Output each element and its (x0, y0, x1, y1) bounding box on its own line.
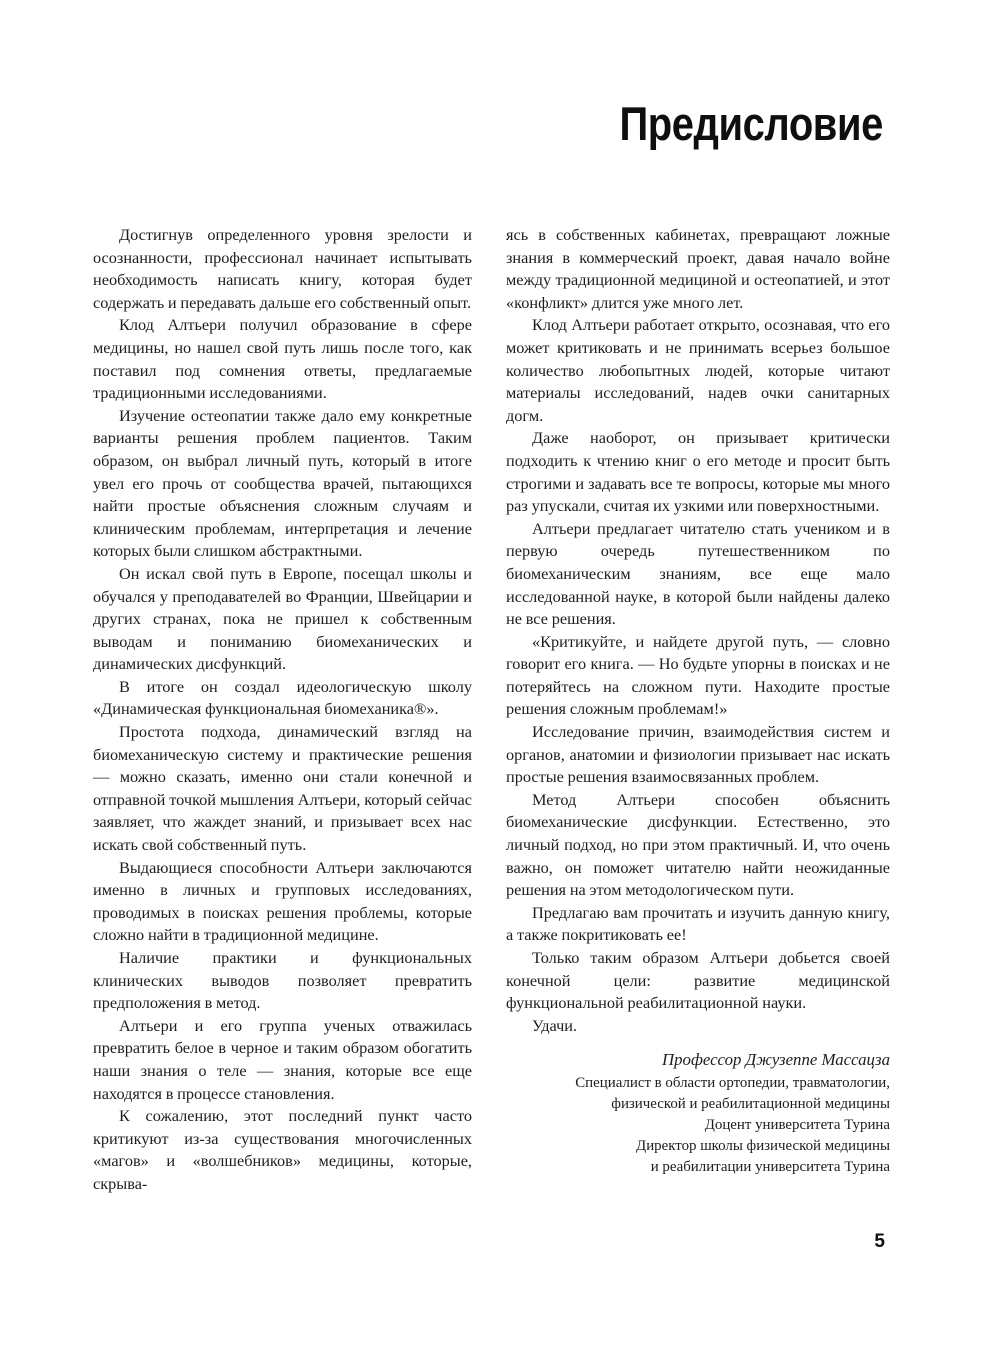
paragraph: Клод Алтьери работает открыто, осознавая, что его может критиковать и не принимать всерьез большое количество любопытных людей, которые читают материалы исследований, надев очки санитарных догм. (506, 315, 890, 425)
paragraph: В итоге он создал идеологическую школу «Динамическая функциональная биомеханика®». (93, 676, 472, 719)
left-column (93, 224, 472, 1196)
paragraph: Алтьери предлагает читателю стать учеником и в первую очередь путешественником по биомеханическим знаниям, все еще мало исследованной науке, в которой были найдены далеко не все решения. (506, 518, 890, 629)
paragraph: Даже наоборот, он призывает критически подходить к чтению книг о его методе и просит быть строгими и задавать все те вопросы, которые мы много раз упускали, считая их узкими или поверхностными. (506, 428, 890, 516)
page-number: 5 (874, 1231, 885, 1252)
signature-author: Профессор Джузеппе Массацза (662, 1050, 890, 1070)
paragraph: Наличие практики и функциональных клинических выводов позволяет превратить предположения в метод. (93, 948, 472, 1013)
paragraph: Исследование причин, взаимодействия систем и органов, анатомии и физиологии призывает нас искать простые решения взаимосвязанных проблем. (506, 722, 890, 787)
right-column (506, 224, 890, 1177)
paragraph: Метод Алтьери способен объяснить биомеханические дисфункции. Естественно, это личный подход, но при этом практичный. И, что очень важно, он поможет читателю найти неожиданные решения на этом методологическом пути. (506, 789, 890, 900)
paragraph: Только таким образом Алтьери добьется своей конечной цели: развитие медицинской функциональной реабилитационной науки. (506, 948, 890, 1013)
signature-block (506, 1049, 890, 1177)
paragraph: Простота подхода, динамический взгляд на биомеханическую систему и практические решения — можно сказать, именно они стали конечной и отправной точкой мышления Алтьери, который сейчас заявляет, что жаждет знаний, и призывает всех нас искать свой собственный путь. (93, 722, 472, 855)
signature-credential-line: Директор школы физической медицины (636, 1137, 890, 1154)
paragraph: Клод Алтьери получил образование в сфере медицины, но нашел свой путь лишь после того, как поставил под сомнения ответы, предлагаемые традиционными исследованиями. (93, 315, 472, 403)
paragraph: Изучение остеопатии также дало ему конкретные варианты решения проблем пациентов. Таким образом, он выбрал личный путь, который в итоге увел его прочь от сообщества врачей, пытающихся найти простые объяснения сложным случаям и клиническим проблемам, интерпретация и лечение которых были слишком абстрактными. (93, 405, 472, 561)
paragraph: ясь в собственных кабинетах, превращают ложные знания в коммерческий проект, давая начало войне между традиционной медициной и остеопатией, и этот «конфликт» длится уже много лет. (506, 225, 890, 312)
signature-credential-line: Доцент университета Турина (704, 1116, 890, 1133)
paragraph: Удачи. (532, 1015, 578, 1035)
signature-credential-line: физической и реабилитационной медицины (611, 1096, 890, 1113)
signature-credential-line: Специалист в области ортопедии, травматологии, (575, 1075, 890, 1092)
paragraph: Предлагаю вам прочитать и изучить данную книгу, а также покритиковать ее! (506, 902, 890, 945)
paragraph: «Критикуйте, и найдете другой путь, — словно говорит его книга. — Но будьте упорны в поисках и не потеряйтесь на сложном пути. Находите простые решения сложным проблемам!» (506, 631, 890, 719)
paragraph: К сожалению, этот последний пункт часто критикуют из-за существования многочисленных «магов» и «волшебников» медицины, которые, скрыва- (93, 1106, 472, 1193)
right-column-paragraphs (506, 224, 890, 1037)
paragraph: Выдающиеся способности Алтьери заключаются именно в личных и групповых исследованиях, проводимых в поисках решения проблемы, которые сложно найти в традиционной медицине. (93, 857, 472, 945)
signature-credential-line: и реабилитации университета Турина (650, 1158, 890, 1175)
paragraph: Алтьери и его группа ученых отважилась превратить белое в черное и таким образом обогатить наши знания о теле — знания, которые все еще находятся в процессе становления. (93, 1015, 472, 1103)
paragraph: Он искал свой путь в Европе, посещал школы и обучался у преподавателей во Франции, Швейцарии и других странах, пока не пришел к собственным выводам и пониманию биомеханических и динамических дисфункций. (93, 563, 472, 674)
paragraph: Достигнув определенного уровня зрелости и осознанности, профессионал начинает испытывать необходимость написать книгу, которая будет содержать и передавать дальше его собственный опыт. (93, 225, 472, 312)
signature-credentials (506, 1073, 890, 1177)
page-title: Предисловие (619, 97, 883, 150)
